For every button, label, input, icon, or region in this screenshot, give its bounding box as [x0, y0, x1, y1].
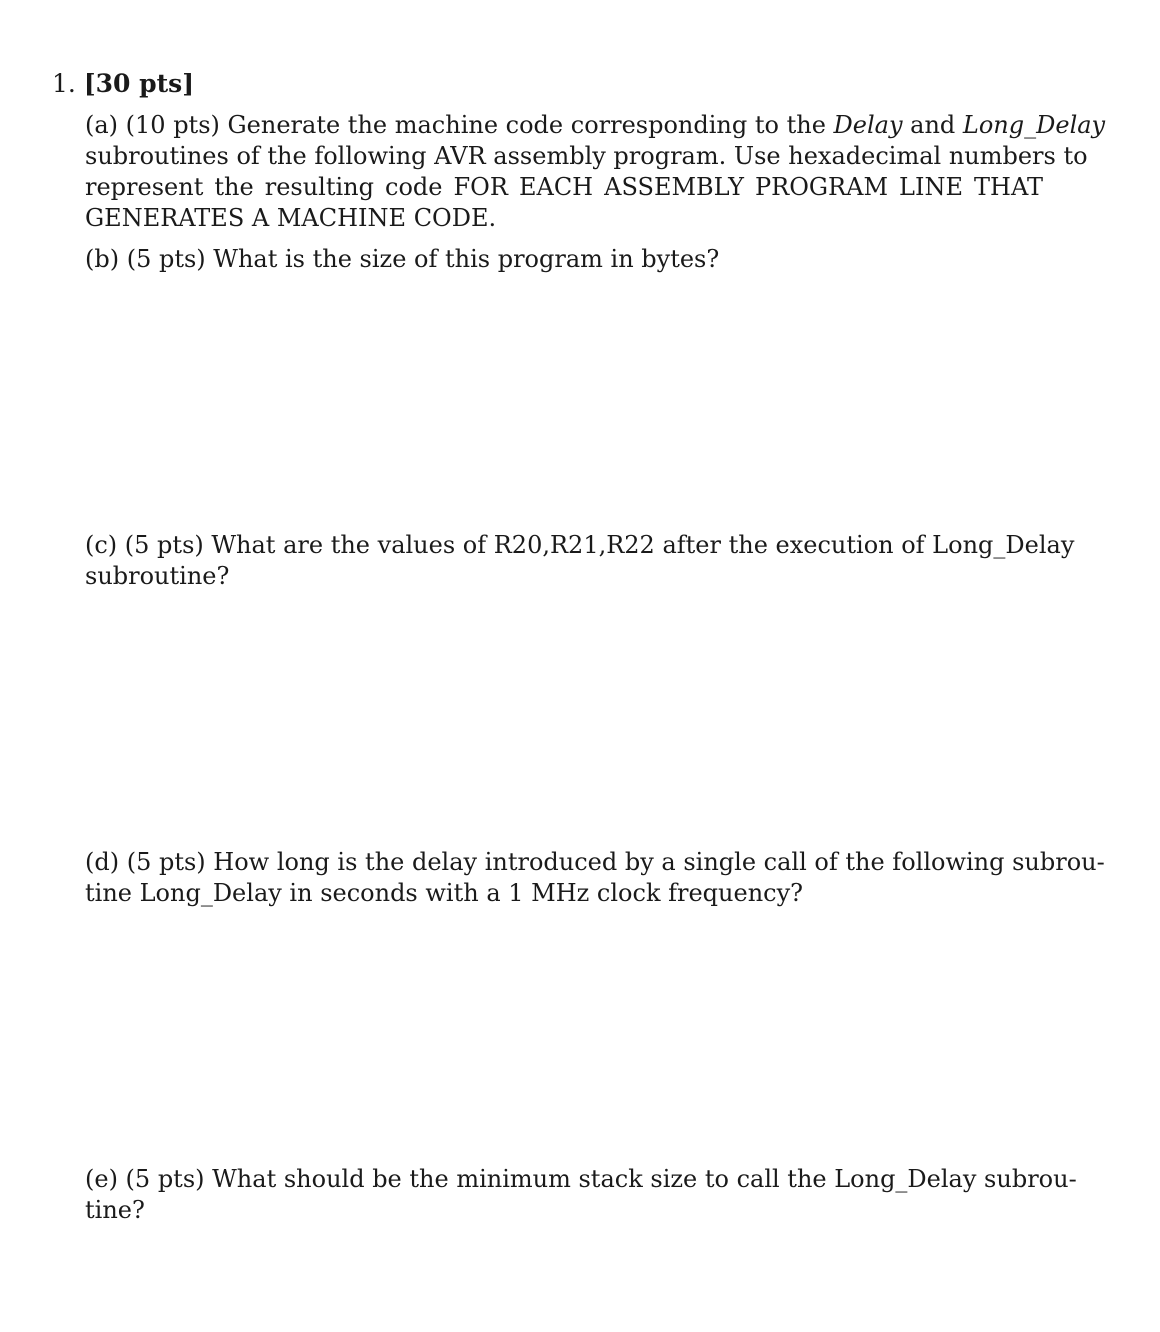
- part-d-line: (d) (5 pts) How long is the delay introduced by a single call of the following subrou-: [85, 848, 1105, 876]
- question-points: [30 pts]: [83, 69, 195, 98]
- question-header: [52, 68, 194, 100]
- part-a-line: subroutines of the following AVR assembly program. Use hexadecimal numbers to: [85, 142, 1088, 170]
- part-a-line: represent the resulting code FOR EACH ASSEMBLY PROGRAM LINE THAT: [85, 173, 1043, 201]
- part-c-line: subroutine?: [85, 562, 230, 590]
- part-d: [85, 847, 1105, 909]
- part-e-line: (e) (5 pts) What should be the minimum stack size to call the Long_Delay subrou-: [85, 1165, 1077, 1193]
- part-a-line: GENERATES A MACHINE CODE.: [85, 204, 497, 232]
- part-e: [85, 1164, 1077, 1226]
- part-a: [85, 110, 1106, 234]
- question-number: 1.: [52, 69, 76, 98]
- part-a-line: (a) (10 pts) Generate the machine code corresponding to the Delay and Long_Delay: [85, 111, 1106, 139]
- part-b: [85, 244, 1043, 275]
- part-e-line: tine?: [85, 1196, 145, 1224]
- part-b-line: (b) (5 pts) What is the size of this program in bytes?: [85, 245, 720, 273]
- part-d-line: tine Long_Delay in seconds with a 1 MHz clock frequency?: [85, 879, 804, 907]
- part-c-line: (c) (5 pts) What are the values of R20,R21,R22 after the execution of Long_Delay: [85, 531, 1075, 559]
- part-c: [85, 530, 1075, 592]
